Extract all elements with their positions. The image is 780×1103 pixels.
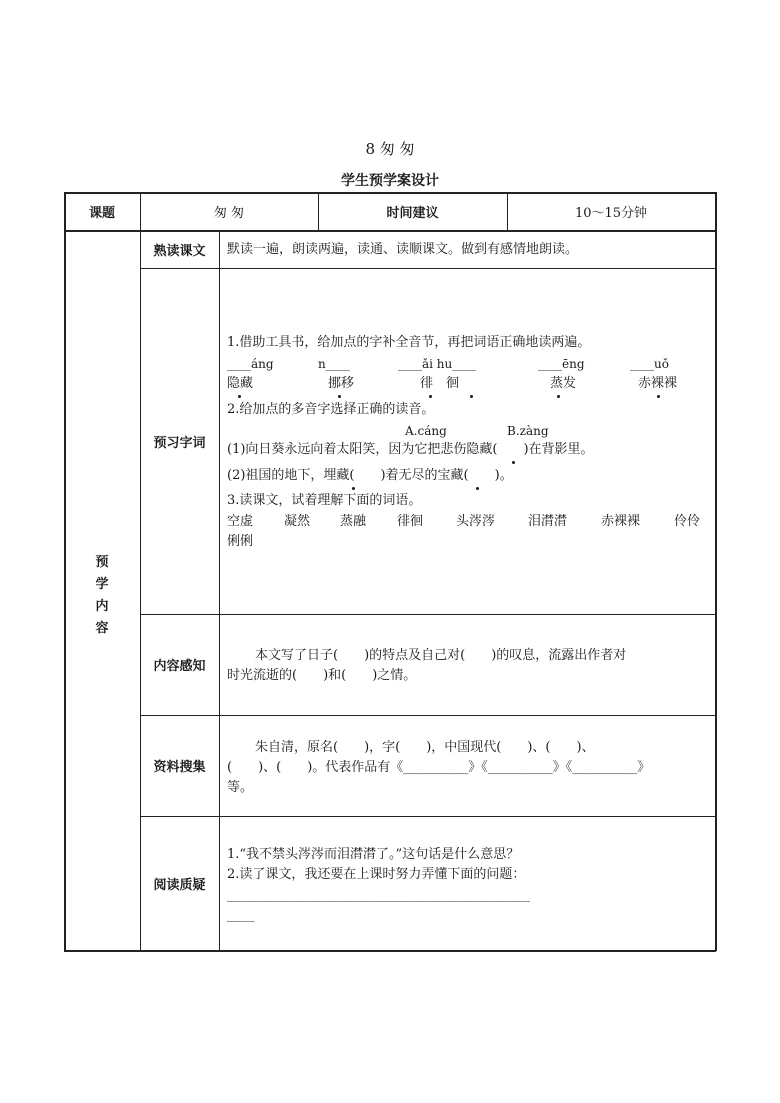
emphasis-dot [238, 395, 241, 398]
question-1: 1.“我不禁头涔涔而泪潸潸了。”这句话是什么意思？ [227, 847, 520, 862]
sentence-1: (1)向日葵永远向着太阳笑，因为它把悲伤隐藏( )在背影里。 [227, 442, 594, 457]
table-divider [219, 230, 220, 951]
time-value: 10～15分钟 [574, 205, 648, 221]
section-label-words: 预习字词 [153, 435, 206, 451]
answer-blank: _____ [227, 908, 255, 922]
table-border-right [715, 192, 717, 951]
table-border-left [64, 192, 66, 951]
vocab-item: 徘徊 [397, 514, 424, 529]
table-divider [140, 715, 716, 716]
words-q2: 2.给加点的多音字选择正确的读音。 [227, 402, 435, 417]
table-border-bottom [64, 950, 716, 952]
word-item: 徘 徊 [420, 376, 460, 391]
time-label: 时间建议 [386, 205, 439, 221]
page-subtitle: 学生预学案设计 [341, 173, 439, 189]
pinyin-blank: ____ēng [538, 357, 585, 371]
emphasis-dot [338, 395, 341, 398]
vocab-item: 凝然 [284, 514, 311, 529]
left-label-char: 预 [95, 555, 109, 570]
word-item: 挪移 [328, 376, 355, 391]
word-item: 蒸发 [550, 376, 577, 391]
word-item: 隐藏 [227, 376, 254, 391]
emphasis-dot [470, 395, 473, 398]
emphasis-dot [657, 395, 660, 398]
left-label-char: 容 [95, 621, 109, 636]
vocab-item: 头涔涔 [456, 514, 496, 529]
option-b: B.zàng [507, 424, 549, 438]
pinyin-blank: n____ [318, 357, 350, 371]
emphasis-dot [352, 487, 355, 490]
pinyin-blank: ____áng [227, 357, 274, 371]
pinyin-blank: ____uǒ [630, 357, 669, 371]
pinyin-blank: ____ǎi hu____ [398, 357, 477, 371]
vocab-item: 俐俐 [227, 534, 254, 549]
emphasis-dot [429, 395, 432, 398]
answer-blank: ________________________________________________________ [227, 888, 530, 902]
content-line-2: 时光流逝的( )和( )之情。 [227, 668, 417, 683]
table-divider [140, 816, 716, 817]
word-item: 赤裸裸 [638, 376, 678, 391]
material-line-3: 等。 [227, 780, 254, 795]
emphasis-dot [512, 461, 515, 464]
content-line-1: 本文写了日子( )的特点及自己对( )的叹息，流露出作者对 [255, 648, 627, 663]
vocab-item: 泪潸潸 [528, 514, 568, 529]
material-line-1: 朱自清，原名( )，字( )，中国现代( )、( )、 [255, 740, 595, 755]
table-divider [140, 614, 716, 615]
emphasis-dot [557, 395, 560, 398]
vocab-item: 空虚 [227, 514, 254, 529]
vocab-item: 伶伶 [674, 514, 701, 529]
section-label-material: 资料搜集 [153, 760, 206, 775]
table-divider [140, 268, 716, 269]
vocab-item: 赤裸裸 [601, 514, 641, 529]
material-line-2: ( )、( )。代表作品有《__________》《__________》《__________》 [227, 760, 651, 775]
words-q1: 1.借助工具书，给加点的字补全音节，再把词语正确地读两遍。 [227, 335, 591, 350]
read-text: 默读一遍，朗读两遍，读通、读顺课文。做到有感情地朗读。 [227, 242, 579, 257]
question-2: 2.读了课文，我还要在上课时努力弄懂下面的问题： [227, 867, 526, 882]
page-title: 8 匆 匆 [365, 140, 415, 158]
words-q3: 3.读课文，试着理解下面的词语。 [227, 493, 422, 508]
section-label-question: 阅读质疑 [153, 877, 206, 893]
sentence-2: (2)祖国的地下，埋藏( )着无尽的宝藏( )。 [227, 468, 513, 483]
vocab-item: 蒸融 [340, 514, 367, 529]
left-label-char: 学 [95, 577, 109, 592]
section-label-content: 内容感知 [153, 659, 206, 674]
option-a: A.cáng [405, 424, 447, 438]
left-label-char: 内 [95, 599, 109, 614]
section-label-read: 熟读课文 [153, 243, 206, 259]
topic-label: 课题 [88, 205, 115, 221]
topic-value: 匆 匆 [213, 205, 245, 221]
emphasis-dot [476, 487, 479, 490]
